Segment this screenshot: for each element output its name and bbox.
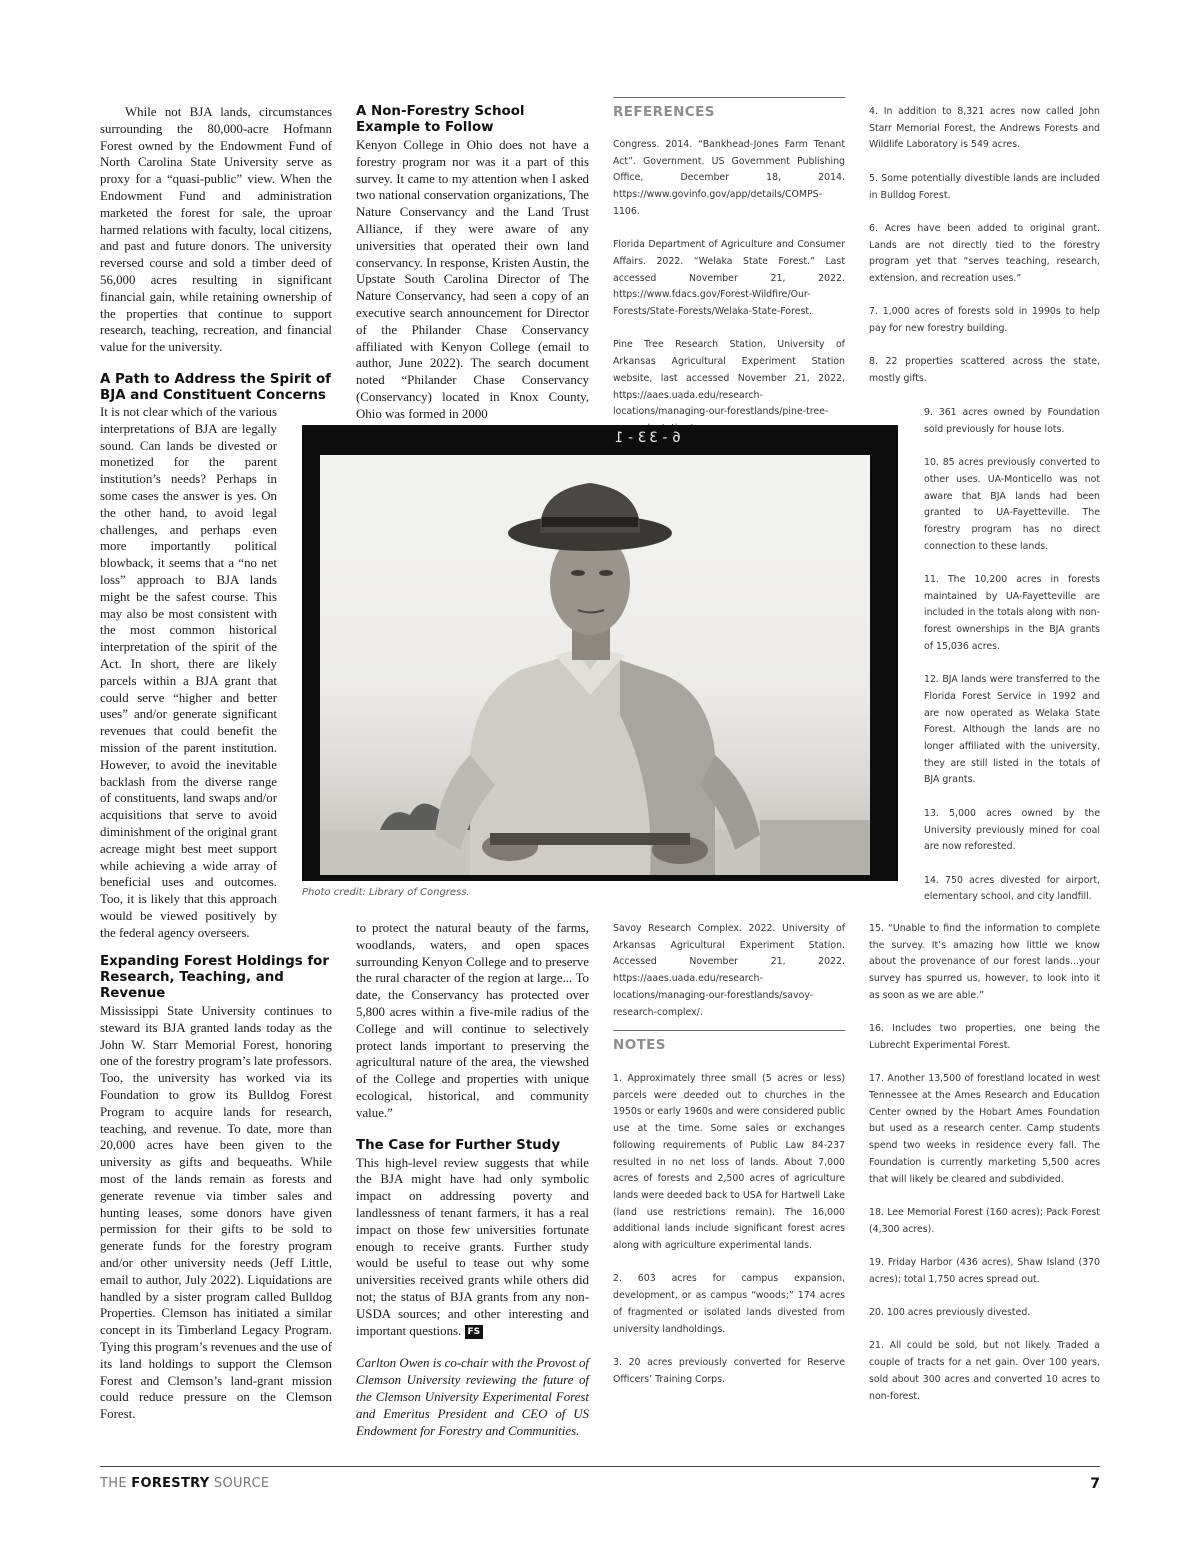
note-item: 17. Another 13,500 of forestland located in west Tennessee at the Ames Research and Education Center owned by the Hobart Ames Foundation but used as a research center. Camp students spend two weeks in residence every fall. The Foundation is currently marketing 5,500 acres that will likely be cleared and subdivided. (869, 1073, 1100, 1185)
paragraph-hofmann-forest: While not BJA lands, circumstances surrounding the 80,000-acre Hofmann Forest owned by the Endowment Fund of North Carolina State University serve as proxy for a “quasi-public” view. When the Endowment Fund and administration marketed the forest for sale, the uproar harmed relations with faculty, local citizens, and past and future donors. The university reversed course and sold a timber deed of 56,000 acres resulting in significant financial gain, while retaining ownership of the properties that continue to support research, teaching, recreation, and financial value for the university. (100, 105, 332, 355)
paragraph-kenyon-college: Kenyon College in Ohio does not have a forestry program nor was it a part of this survey. It came to my attention when I asked two national conservation organizations, The Nature Conservancy and the Land Trust Alliance, if they were aware of any universities that operated their own land conservancy. In response, Kristen Austin, the Upstate South Carolina Director of The Nature Conservancy, had seen a copy of an executive search announcement for Director of the Philander Chase Conservancy affiliated with Kenyon College (email to author, June 2022). The search document noted “Philander Chase Conservancy (Conservancy) located in Knox County, Ohio was formed in 2000 (356, 138, 589, 421)
note-item: 2. 603 acres for campus expansion, development, or as campus “woods;” 174 acres of fragmented or isolated lands divested from university landholdings. (613, 1273, 845, 1335)
notes-list-col4-top (869, 104, 1100, 405)
column-2-bottom (356, 920, 589, 1439)
column-1 (100, 104, 332, 404)
notes-list-col4-mid (924, 405, 1100, 923)
notes-rule (613, 1030, 845, 1031)
heading-non-forestry-school: A Non-Forestry School Example to Follow (356, 104, 525, 135)
note-item: 19. Friday Harbor (436 acres), Shaw Island (370 acres); total 1,750 acres spread out. (869, 1257, 1100, 1285)
note-item: 18. Lee Memorial Forest (160 acres); Pack Forest (4,300 acres). (869, 1206, 1100, 1235)
heading-case-for-further-study: The Case for Further Study (356, 1137, 561, 1153)
references-heading: REFERENCES (613, 104, 715, 120)
note-item: 20. 100 acres previously divested. (869, 1307, 1031, 1319)
photo-credit: Photo credit: Library of Congress. (302, 887, 470, 898)
page-number: 7 (1090, 1476, 1100, 1492)
farmer-photograph (302, 425, 898, 881)
reference-item: Savoy Research Complex. 2022. University of Arkansas Agricultural Experiment Station. Accessed November 21, 2022. https://aaes.uada.edu/research-locations/managing-our-forestlands/savoy-research-complex/. (613, 923, 845, 1018)
further-study-text: This high-level review suggests that while the BJA might have had only symbolic impact on addressing poverty and landlessness of tenant farmers, it has a real impact on those few universities fortunate enough to receive grants. Further study would be useful to tease out why some universities received grants while others did not; the status of BJA grants from any non-USDA sources; and other interesting and important questions. (356, 1155, 589, 1338)
reference-item: Florida Department of Agriculture and Consumer Affairs. 2022. “Welaka State Forest.” Last accessed November 21, 2022. https://www.fdacs.gov/Forest-Wildfire/Our-Forests/State-Forests/Welaka-State-Forest. (613, 239, 845, 318)
column-2-top (356, 104, 589, 423)
publication-forestry: FORESTRY (131, 1476, 210, 1491)
paragraph-mississippi-state: Mississippi State University continues to steward its BJA granted lands today as the John W. Starr Memorial Forest, honoring one of the forestry program’s late professors. Too, the university has worked via its Foundation to grow its Bulldog Forest Program to acquire lands for research, teaching, and revenue. To date, more than 20,000 acres have been given to the university as gifts and bequeaths. While most of the lands remain as forests and generate revenue via timber sales and hunting leases, some donors have given permission for their gifts to be sold to generate funds for the forestry program and/or other university needs (Jeff Little, email to author, July 2022). Liquidations are handled by a sister program called Bulldog Properties. Clemson has initiated a similar concept in its Timberland Legacy Program. Tying this program’s revenues and the use of its land holdings to support the Clemson Forest and Clemson’s land-grant mission could reduce pressure on the Clemson Forest. (100, 1004, 332, 1422)
heading-path-to-address: A Path to Address the Spirit of BJA and Constituent Concerns (100, 371, 331, 403)
reference-item: Congress. 2014. “Bankhead-Jones Farm Tenant Act”. Government. US Government Publishing Office, December 18, 2014. https://www.govinfo.gov/app/details/COMPS-1106. (613, 139, 845, 217)
negative-strip (302, 425, 898, 453)
note-item: 3. 20 acres previously converted for Reserve Officers’ Training Corps. (613, 1356, 845, 1385)
note-item: 7. 1,000 acres of forests sold in 1990s to help pay for new forestry building. (869, 306, 1100, 335)
note-item: 15. “Unable to find the information to complete the survey. It’s amazing how little we know about the provenance of our forest lands...your survey has spurred us, however, to look into it as soon as we are able.” (869, 923, 1100, 1001)
publication-the: THE (100, 1476, 127, 1491)
note-item: 1. Approximately three small (5 acres or less) parcels were deeded out to churches in the 1950s or early 1960s and were considered public use at the time. Some sales or exchanges following requirements of Public Law 84-237 resulted in no net loss of lands. About 7,000 acres of forests and 2,500 acres of agriculture lands were deeded back to USA for Hartwell Lake (land use restrictions remain). The 16,000 additional lands include significant forest acres along with agriculture experimental lands. (613, 1073, 845, 1252)
note-item: 10. 85 acres previously converted to other uses. UA-Monticello was not aware that BJA lands had been granted to UA-Fayetteville. The forestry program has no direct connection to these lands. (924, 457, 1100, 552)
publication-name (100, 1476, 269, 1491)
note-item: 9. 361 acres owned by Foundation sold previously for house lots. (924, 407, 1100, 435)
references-list-top (613, 137, 845, 454)
column-1-lower (100, 954, 332, 1423)
fs-end-mark: FS (465, 1325, 484, 1339)
notes-list-col4-bottom (869, 921, 1100, 1422)
note-item: 8. 22 properties scattered across the state, mostly gifts. (869, 356, 1100, 385)
references-list-bottom (613, 921, 845, 1038)
references-rule (613, 97, 845, 98)
column-1-wrapped (100, 404, 277, 942)
note-item: 21. All could be sold, but not likely. Traded a couple of tracts for a net gain. Over 100 years, sold about 300 acres and converted 10 acres to non-forest. (869, 1340, 1100, 1402)
note-item: 4. In addition to 8,321 acres now called John Starr Memorial Forest, the Andrews Forests and Wildlife Laboratory is 549 acres. (869, 106, 1100, 151)
note-item: 5. Some potentially divestible lands are included in Bulldog Forest. (869, 172, 1100, 201)
note-item: 16. Includes two properties, one being the Lubrecht Experimental Forest. (869, 1023, 1100, 1051)
reference-item: Pine Tree Research Station, University of Arkansas Agricultural Experiment Station website, last accessed November 21, 2022, https://aaes.uada.edu/research-locations/managing-our-forestlands/pine-tree- (613, 339, 845, 418)
heading-expanding-forest-holdings: Expanding Forest Holdings for Research, Teaching, and Revenue (100, 954, 329, 1001)
photo-image (320, 455, 870, 875)
note-item: 12. BJA lands were transferred to the Florida Forest Service in 1992 and are now operated as Welaka State Forest. Although the lands are no longer affiliated with the university, they are still listed in the totals of BJA grants. (924, 674, 1100, 786)
paragraph-conservancy-continued: to protect the natural beauty of the farms, woodlands, waters, and open spaces surrounding Kenyon College and to preserve the rural character of the region at large... To date, the Conservancy has protected over 5,800 acres within a five-mile radius of the College and will continue to selectively protect lands important to preserving the agricultural nature of the area, the viewshed of the College and properties with unique ecological, historical, and community value.” (356, 921, 589, 1120)
note-item: 11. The 10,200 acres in forests maintained by UA-Fayetteville are included in the totals along with non-forest ownerships in the BJA grants of 15,036 acres. (924, 574, 1100, 652)
paragraph-bja-interpretation: It is not clear which of the various interpretations of BJA are legally sound. Can lands be divested or monetized for the parent institution’s needs? Perhaps in some cases the answer is yes. On the other hand, to avoid legal challenges, and perhaps even more importantly political blowback, it seems that a “no net loss” approach to BJA lands might be the safest course. This may also be most consistent with the most common historical interpretation of the spirit of the Act. In short, there are likely parcels within a BJA grant that could serve “higher and better uses” and/or generate significant revenues that could benefit the mission of the parent institution. However, to avoid the inevitable backlash from the diverse range of constituents, land swaps and/or acquisitions that serve to avoid diminishment of the original grant acreage might best meet support while achieving a wide array of beneficial uses and outcomes. Too, it is likely that this approach would be viewed positively by the federal agency overseers. (100, 405, 277, 940)
note-item: 14. 750 acres divested for airport, elementary school, and city landfill. (924, 874, 1100, 903)
notes-heading: NOTES (613, 1037, 666, 1053)
notes-list-col3 (613, 1071, 845, 1405)
paragraph-further-study (356, 1155, 589, 1340)
note-item: 6. Acres have been added to original grant. Lands are not directly tied to the forestry program yet that “serves teaching, research, extension, and recreation uses.” (869, 222, 1100, 284)
author-bio: Carlton Owen is co-chair with the Provost of Clemson University reviewing the future of the Clemson University Experimental Forest and Emeritus President and CEO of US Endowment for Forestry and Communities. (356, 1356, 589, 1438)
publication-source: SOURCE (213, 1476, 270, 1491)
farmer-illustration (320, 455, 870, 875)
note-item: 13. 5,000 acres owned by the University previously mined for coal are now reforested. (924, 807, 1100, 853)
negative-number: 6-33-1 (612, 430, 681, 446)
footer-rule (100, 1466, 1100, 1467)
